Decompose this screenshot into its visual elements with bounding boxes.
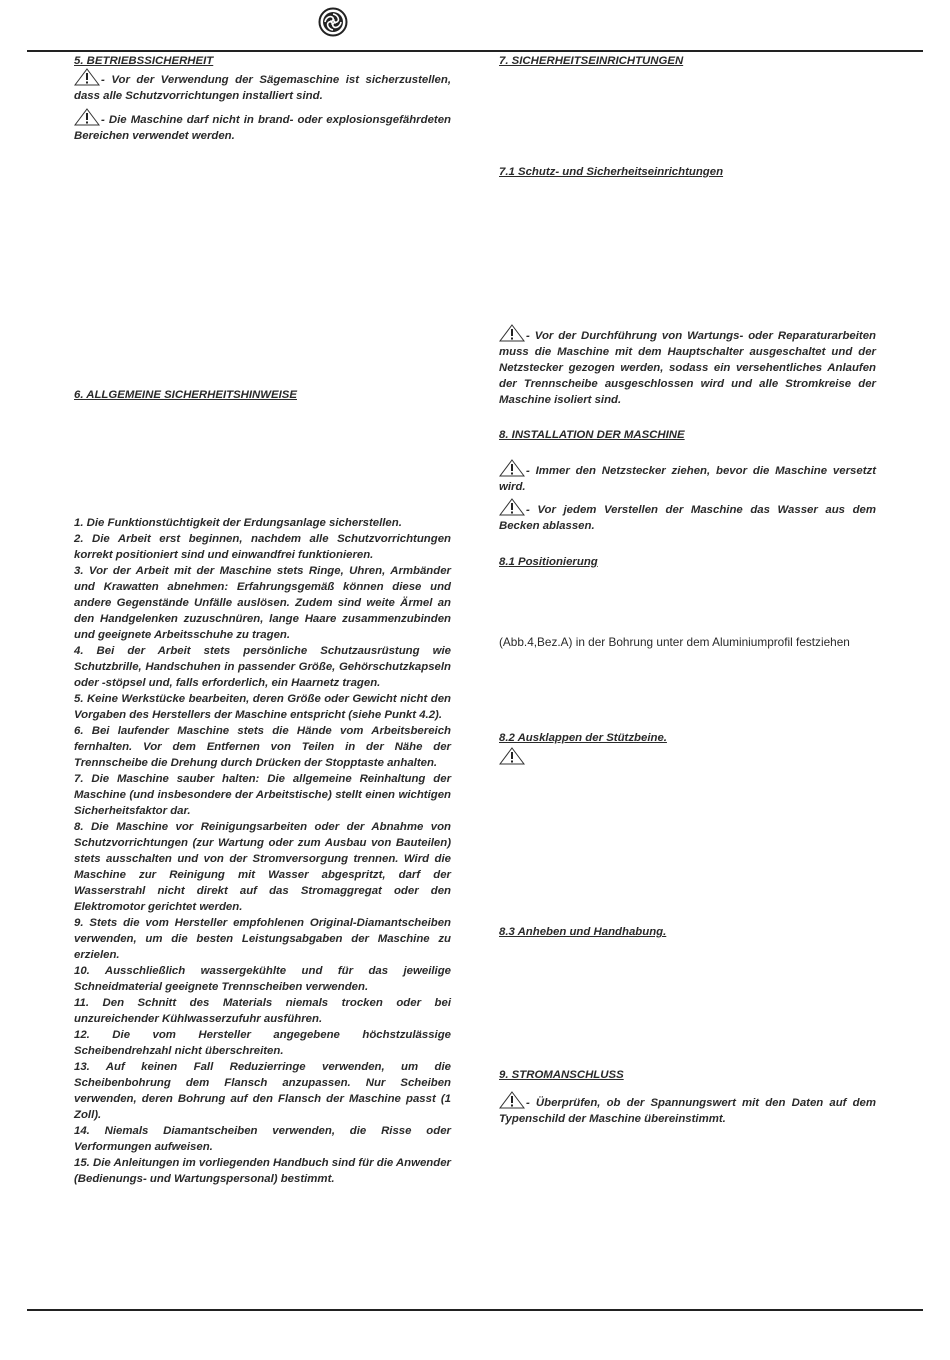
- list-item: 2. Die Arbeit erst beginnen, nachdem alle Schutzvorrichtungen korrekt positioniert sind und einwandfrei funktionieren.: [74, 533, 451, 561]
- section-6-heading: 6. ALLGEMEINE SICHERHEITSHINWEISE: [74, 389, 297, 401]
- list-item: 1. Die Funktionstüchtigkeit der Erdungsanlage sicherstellen.: [74, 517, 402, 529]
- list-item: 12. Die vom Hersteller angegebene höchstzulässige Scheibendrehzahl nicht überschreiten.: [74, 1029, 451, 1057]
- section-5-warning-2: - Die Maschine darf nicht in brand- oder explosionsgefährdeten Bereichen verwendet werden.: [74, 108, 451, 144]
- warning-triangle-icon: [499, 324, 525, 342]
- section-8-2-warning: [499, 747, 876, 767]
- section-5-warning-1: - Vor der Verwendung der Sägemaschine ist sicherzustellen, dass alle Schutzvorrichtungen installiert sind.: [74, 68, 451, 104]
- section-8-3-heading: 8.3 Anheben und Handhabung.: [499, 926, 667, 938]
- list-item: 10. Ausschließlich wassergekühlte und für das jeweilige Schneidmaterial geeignete Trennscheiben verwenden.: [74, 965, 451, 993]
- list-item: 4. Bei der Arbeit stets persönliche Schutzausrüstung wie Schutzbrille, Handschuhen in passender Größe, Gehörschutzkapseln oder -stöpsel und, falls erforderlich, ein Haarnetz tragen.: [74, 645, 451, 689]
- section-8-heading: 8. INSTALLATION DER MASCHINE: [499, 429, 685, 441]
- list-item: 8. Die Maschine vor Reinigungsarbeiten oder der Abnahme von Schutzvorrichtungen (zur Wartung oder zum Ausbau von Bauteilen) stets ausschalten und von der Stromversorgung trennen. Wird die Maschine zur Reinigung mit Wasser abgespritzt, darf der Wasserstrahl nicht direkt auf das Stromaggregat oder den Elektromotor gerichtet werden.: [74, 821, 451, 913]
- list-item: 3. Vor der Arbeit mit der Maschine stets Ringe, Uhren, Armbänder und Krawatten abnehmen: Erfahrungsgemäß können diese und andere Gegenstände Unfälle auslösen. Zudem sind weite Ärmel an den Handgelenken zuzuschnüren, lange Haare zusammenzubinden und geeignete Arbeitsschuhe zu tragen.: [74, 565, 451, 641]
- safety-list: [74, 515, 451, 1187]
- list-item: 7. Die Maschine sauber halten: Die allgemeine Reinhaltung der Maschine (und insbesondere der Arbeitstische) stellt einen wichtigen Sicherheitsfaktor dar.: [74, 773, 451, 817]
- list-item: 6. Bei laufender Maschine stets die Hände vom Arbeitsbereich fernhalten. Vor dem Entfernen von Teilen in der Nähe der Trennscheibe die Drehung durch Drücken der Stopptaste anhalten.: [74, 725, 451, 769]
- section-7-heading: 7. SICHERHEITSEINRICHTUNGEN: [499, 55, 684, 67]
- warning-triangle-icon: [74, 68, 100, 86]
- warning-triangle-icon: [499, 498, 525, 516]
- warning-triangle-icon: [499, 1091, 525, 1109]
- spiral-logo-icon: [318, 7, 348, 37]
- warning-triangle-icon: [499, 747, 525, 765]
- footer-rule: [27, 1309, 923, 1311]
- section-9-warning: - Überprüfen, ob der Spannungswert mit den Daten auf dem Typenschild der Maschine übereinstimmt.: [499, 1091, 876, 1127]
- list-item: 11. Den Schnitt des Materials niemals trocken oder bei unzureichender Kühlwasserzufuhr ausführen.: [74, 997, 451, 1025]
- list-item: 5. Keine Werkstücke bearbeiten, deren Größe oder Gewicht nicht den Vorgaben des Herstellers der Maschine entspricht (siehe Punkt 4.2).: [74, 693, 451, 721]
- header-rule: [27, 50, 923, 52]
- list-item: 15. Die Anleitungen im vorliegenden Handbuch sind für die Anwender (Bedienungs- und Wartungspersonal) bestimmt.: [74, 1157, 451, 1185]
- section-8-1-text: (Abb.4,Bez.A) in der Bohrung unter dem Aluminiumprofil festziehen: [499, 635, 850, 649]
- section-7-1-warning: - Vor der Durchführung von Wartungs- oder Reparaturarbeiten muss die Maschine mit dem Hauptschalter ausgeschaltet und der Netzstecker gezogen werden, sodass ein versehentliches Anlaufen der Trennscheibe ausgeschlossen wird und alle Stromkreise der Maschine isoliert sind.: [499, 324, 876, 408]
- warning-triangle-icon: [74, 108, 100, 126]
- section-8-warning-2: - Vor jedem Verstellen der Maschine das Wasser aus dem Becken ablassen.: [499, 498, 876, 534]
- section-9-heading: 9. STROMANSCHLUSS: [499, 1069, 624, 1081]
- section-7-1-heading: 7.1 Schutz- und Sicherheitseinrichtungen: [499, 166, 724, 178]
- section-5-heading: 5. BETRIEBSSICHERHEIT: [74, 55, 214, 67]
- list-item: 13. Auf keinen Fall Reduzierringe verwenden, um die Scheibenbohrung dem Flansch anzupassen. Nur Scheiben verwenden, deren Bohrung auf den Flansch der Maschine passt (1 Zoll).: [74, 1061, 451, 1121]
- section-8-2-heading: 8.2 Ausklappen der Stützbeine.: [499, 732, 667, 744]
- section-8-1-heading: 8.1 Positionierung: [499, 556, 598, 568]
- list-item: 9. Stets die vom Hersteller empfohlenen Original-Diamantscheiben verwenden, um die besten Leistungsabgaben der Maschine zu erzielen.: [74, 917, 451, 961]
- warning-triangle-icon: [499, 459, 525, 477]
- list-item: 14. Niemals Diamantscheiben verwenden, die Risse oder Verformungen aufweisen.: [74, 1125, 451, 1153]
- section-8-warning-1: - Immer den Netzstecker ziehen, bevor die Maschine versetzt wird.: [499, 459, 876, 495]
